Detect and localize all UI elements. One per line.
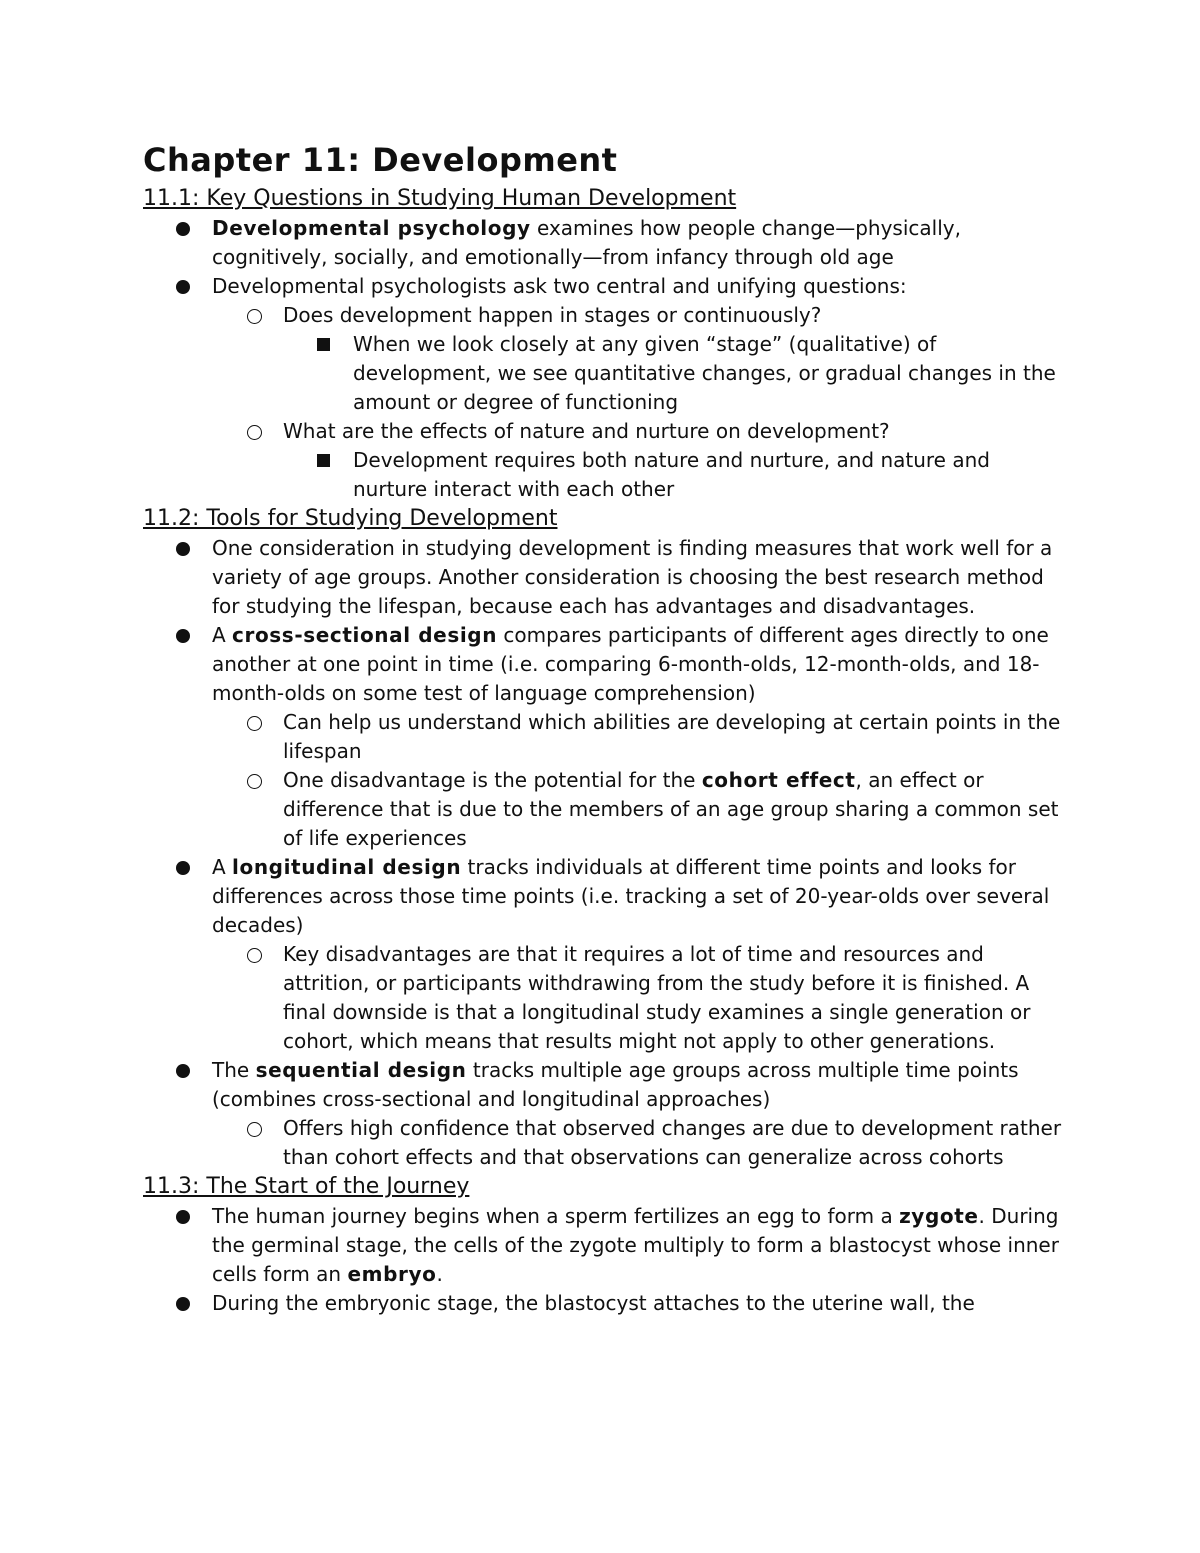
circle-bullet-icon [247,774,262,789]
square-bullet-icon [317,454,330,467]
list-item: A longitudinal design tracks individuals at different time points and looks for differences across those time points (i.e. tracking a set of 20-year-olds over several decades) [143,853,1063,940]
disc-bullet-icon [176,542,190,556]
list-item: One consideration in studying development is finding measures that work well for a variety of age groups. Another consideration is choosing the best research method for studying the lifespan, because each has advantages and disadvantages. [143,534,1063,621]
disc-bullet-icon [176,222,190,236]
section-heading-11-2: 11.2: Tools for Studying Development [143,506,558,531]
circle-bullet-icon [247,425,262,440]
disc-bullet-icon [176,629,190,643]
key-term: zygote [899,1204,979,1228]
section-heading-11-1: 11.1: Key Questions in Studying Human Development [143,186,737,211]
list-item: Developmental psychologists ask two central and unifying questions: [143,272,1063,301]
key-term: embryo [347,1262,437,1286]
list-item: Offers high confidence that observed changes are due to development rather than cohort effects and that observations can generalize across cohorts [143,1114,1063,1172]
circle-bullet-icon [247,1122,262,1137]
disc-bullet-icon [176,1064,190,1078]
list-item: A cross-sectional design compares participants of different ages directly to one another at one point in time (i.e. comparing 6-month-olds, 12-month-olds, and 18-month-olds on some test of language comprehension) [143,621,1063,708]
circle-bullet-icon [247,716,262,731]
list-item: The human journey begins when a sperm fertilizes an egg to form a zygote. During the germinal stage, the cells of the zygote multiply to form a blastocyst whose inner cells form an embryo. [143,1202,1063,1289]
document-body [143,138,1063,1318]
list-item: During the embryonic stage, the blastocyst attaches to the uterine wall, the [143,1289,1063,1318]
list-item: The sequential design tracks multiple age groups across multiple time points (combines cross-sectional and longitudinal approaches) [143,1056,1063,1114]
disc-bullet-icon [176,1297,190,1311]
circle-bullet-icon [247,309,262,324]
key-term: cohort effect [701,768,856,792]
circle-bullet-icon [247,948,262,963]
list-item: Developmental psychology examines how people change—physically, cognitively, socially, and emotionally—from infancy through old age [143,214,1063,272]
disc-bullet-icon [176,1210,190,1224]
key-term: Developmental psychology [212,216,531,240]
list-item: Can help us understand which abilities are developing at certain points in the lifespan [143,708,1063,766]
list-item: What are the effects of nature and nurture on development? [143,417,1063,446]
list-item: Development requires both nature and nurture, and nature and nurture interact with each other [143,446,1063,504]
section-heading-11-3: 11.3: The Start of the Journey [143,1174,470,1199]
key-term: cross-sectional design [232,623,498,647]
key-term: sequential design [255,1058,467,1082]
list-item: When we look closely at any given “stage” (qualitative) of development, we see quantitative changes, or gradual changes in the amount or degree of functioning [143,330,1063,417]
disc-bullet-icon [176,861,190,875]
disc-bullet-icon [176,280,190,294]
square-bullet-icon [317,338,330,351]
chapter-title: Chapter 11: Development [143,141,618,179]
list-item: Key disadvantages are that it requires a lot of time and resources and attrition, or participants withdrawing from the study before it is finished. A final downside is that a longitudinal study examines a single generation or cohort, which means that results might not apply to other generations. [143,940,1063,1056]
key-term: longitudinal design [232,855,462,879]
list-item: Does development happen in stages or continuously? [143,301,1063,330]
list-item: One disadvantage is the potential for the cohort effect, an effect or difference that is due to the members of an age group sharing a common set of life experiences [143,766,1063,853]
